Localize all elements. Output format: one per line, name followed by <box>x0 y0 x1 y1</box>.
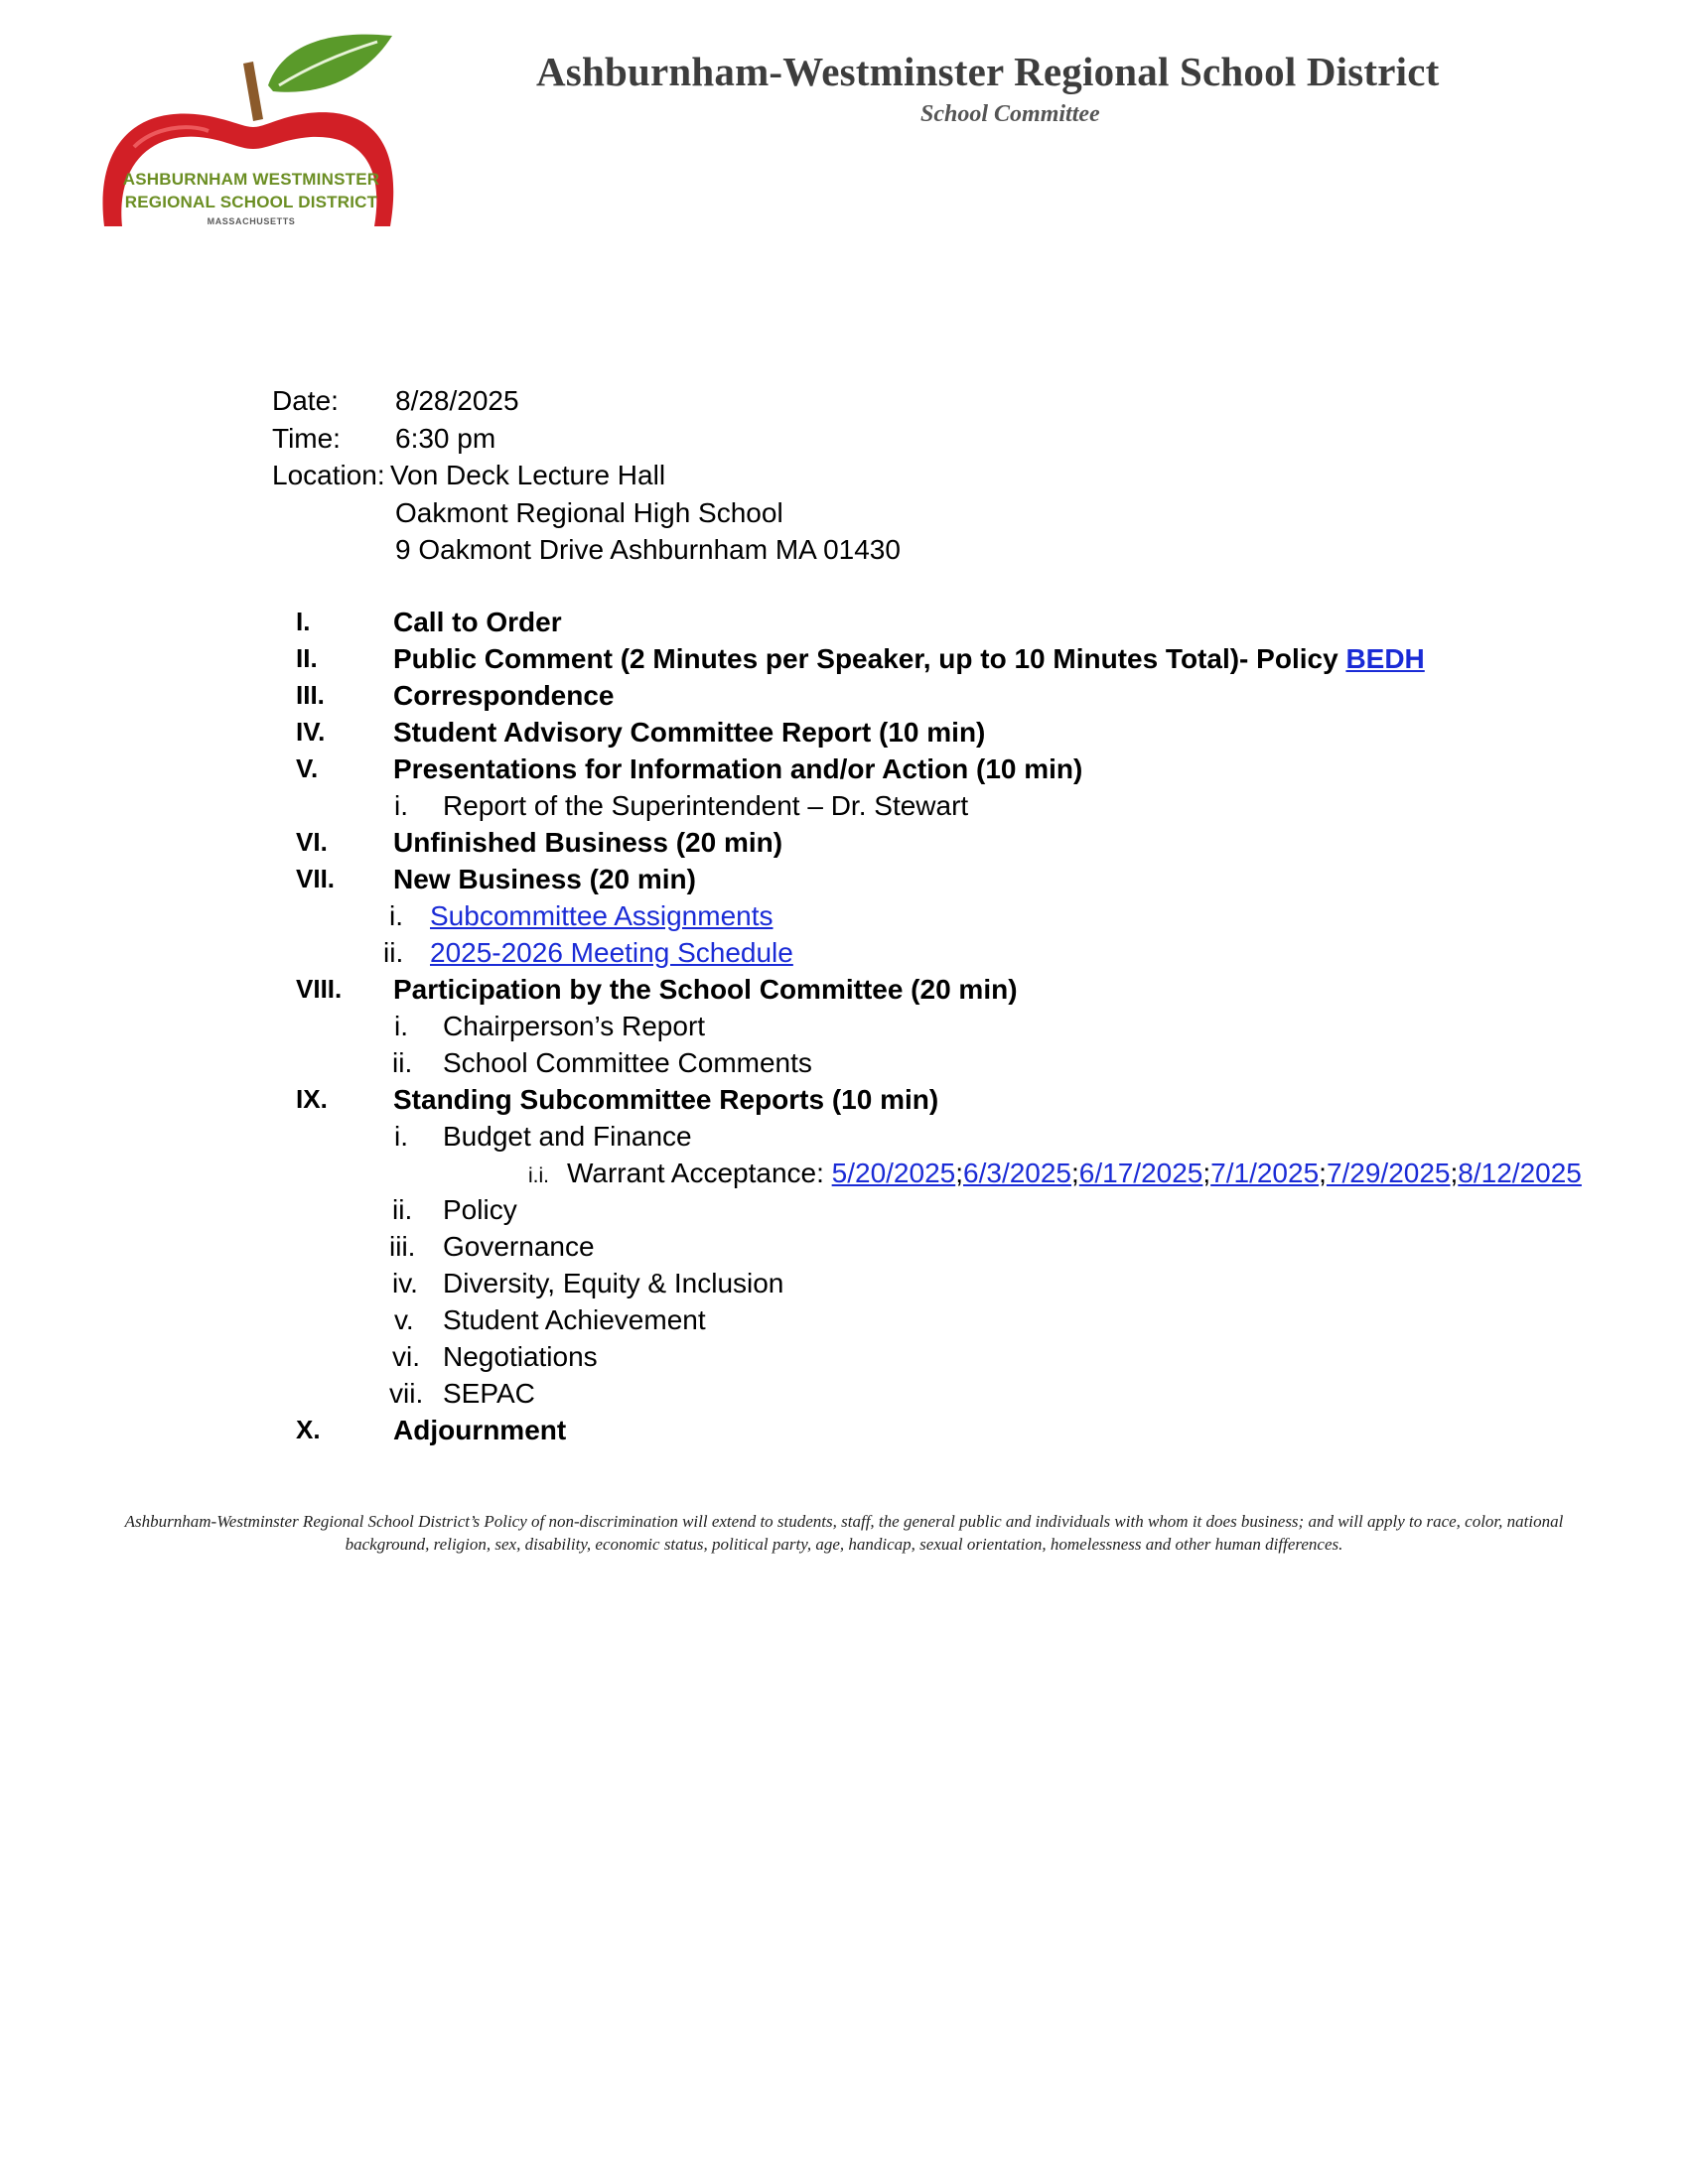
agenda-subitem-number: i.i. <box>528 1164 549 1187</box>
agenda-item-title <box>393 861 696 897</box>
agenda-subitem-text <box>443 1301 706 1338</box>
agenda-item-number: X. <box>296 1415 321 1444</box>
stem-icon <box>243 62 263 121</box>
agenda-item-title <box>393 604 562 640</box>
agenda-subitem-label: Report of the Superintendent – Dr. Stewart <box>443 790 969 821</box>
agenda-subitem-number: ii. <box>392 1047 413 1078</box>
agenda-item-title <box>393 714 985 751</box>
agenda-item-number: I. <box>296 607 311 636</box>
agenda-item-number: II. <box>296 643 318 673</box>
agenda-subitem-label: Budget and Finance <box>443 1121 692 1152</box>
link-separator: ; <box>1450 1158 1459 1188</box>
agenda-subitem-text <box>443 1191 517 1228</box>
agenda-item-title <box>393 640 1425 677</box>
location-line: Von Deck Lecture Hall <box>390 460 666 490</box>
agenda-subitem-number: ii. <box>383 937 404 968</box>
logo-text-line1: ASHBURNHAM WESTMINSTER <box>122 170 380 189</box>
agenda-item-number: IV. <box>296 717 326 747</box>
date-label: Date: <box>272 385 339 416</box>
agenda-item-title <box>393 751 1082 787</box>
agenda-item-title <box>393 971 1018 1008</box>
warrant-link[interactable]: 7/29/2025 <box>1326 1158 1451 1188</box>
agenda-subitem-label: SEPAC <box>443 1378 535 1409</box>
agenda-subitem-number: i. <box>389 900 403 931</box>
warrant-link[interactable]: 6/17/2025 <box>1078 1158 1203 1188</box>
time-label: Time: <box>272 422 341 454</box>
agenda-subitem-number: i. <box>394 1121 408 1152</box>
link-separator: ; <box>1202 1158 1211 1188</box>
agenda-item-title-text: Adjournment <box>393 1415 567 1445</box>
agenda-subitem-label: Governance <box>443 1231 595 1262</box>
agenda-item-title <box>393 1412 566 1448</box>
agenda-item-number: III. <box>296 680 325 710</box>
date-value: 8/28/2025 <box>395 385 519 416</box>
agenda-subitem-text <box>443 1118 692 1155</box>
agenda-subitem-number: i. <box>394 790 408 821</box>
agenda-subitem-text <box>443 787 968 824</box>
footer-line: Ashburnham-Westminster Regional School District’s Policy of non-discrimination will extend to students, staff, the general public and individuals with whom it does business; and will apply to race, color, national <box>124 1512 1564 1531</box>
policy-link[interactable]: BEDH <box>1345 643 1425 674</box>
agenda-subitem-text <box>430 934 793 971</box>
agenda-item-number: VIII. <box>296 974 343 1004</box>
time-value: 6:30 pm <box>395 422 496 454</box>
agenda-item-title-text: Participation by the School Committee (20 min) <box>393 974 1018 1005</box>
warrant-link[interactable]: 6/3/2025 <box>963 1158 1072 1188</box>
agenda-subitem-label: School Committee Comments <box>443 1047 812 1078</box>
agenda-item-title-text: Call to Order <box>393 607 562 637</box>
agenda-item-title-text: Student Advisory Committee Report (10 min) <box>393 717 986 748</box>
agenda-item-number: V. <box>296 753 319 783</box>
logo-text-line3: MASSACHUSETTS <box>207 216 296 226</box>
warrant-link[interactable]: 5/20/2025 <box>831 1158 956 1188</box>
nondiscrimination-footer <box>0 1510 1688 1556</box>
new-business-link[interactable]: 2025-2026 Meeting Schedule <box>430 937 793 968</box>
agenda-subitem-number: iv. <box>392 1268 418 1298</box>
agenda-subitem-label: Warrant Acceptance: <box>567 1158 832 1188</box>
footer-line: background, religion, sex, disability, economic status, political party, age, handicap, sexual orientation, homelessness and other human differences. <box>345 1535 1343 1554</box>
district-logo <box>94 28 402 236</box>
agenda-subitem-text <box>443 1228 595 1265</box>
agenda-subitem-number: i. <box>394 1011 408 1041</box>
agenda-subitem-text <box>443 1375 535 1412</box>
agenda-subitem-text <box>443 1265 783 1301</box>
agenda-subitem-number: vi. <box>392 1341 420 1372</box>
agenda-subitem-label: Diversity, Equity & Inclusion <box>443 1268 784 1298</box>
agenda-subitem-label: Student Achievement <box>443 1304 706 1335</box>
agenda-subitem-label: Negotiations <box>443 1341 598 1372</box>
logo-text-line2: REGIONAL SCHOOL DISTRICT <box>124 193 378 211</box>
agenda-item-title-text: Unfinished Business (20 min) <box>393 827 783 858</box>
new-business-link[interactable]: Subcommittee Assignments <box>430 900 774 931</box>
location-line: Oakmont Regional High School <box>395 496 783 528</box>
warrant-link[interactable]: 8/12/2025 <box>1458 1158 1582 1188</box>
link-separator: ; <box>1319 1158 1327 1188</box>
agenda-subitem-number: iii. <box>389 1231 416 1262</box>
agenda-subitem-label: Policy <box>443 1194 517 1225</box>
agenda-item-title-text: Correspondence <box>393 680 615 711</box>
agenda-item-title <box>393 824 782 861</box>
agenda-item-title-text: New Business (20 min) <box>393 864 696 894</box>
district-title: Ashburnham-Westminster Regional School District <box>536 49 1440 94</box>
agenda-subitem-number: vii. <box>389 1378 424 1409</box>
committee-subtitle: School Committee <box>920 101 1100 127</box>
agenda-item-title-text: Public Comment (2 Minutes per Speaker, up to 10 Minutes Total)- Policy <box>393 643 1346 674</box>
agenda-subitem-number: v. <box>394 1304 414 1335</box>
warrant-link[interactable]: 7/1/2025 <box>1210 1158 1320 1188</box>
agenda-item-title-text: Presentations for Information and/or Action (10 min) <box>393 753 1083 784</box>
agenda-subitem-text <box>430 897 774 934</box>
agenda-item-title <box>393 677 615 714</box>
location-line: 9 Oakmont Drive Ashburnham MA 01430 <box>395 534 901 565</box>
link-separator: ; <box>1071 1158 1079 1188</box>
agenda-subitem-number: ii. <box>392 1194 413 1225</box>
agenda-item-number: VI. <box>296 827 328 857</box>
agenda-subitem-text <box>443 1044 812 1081</box>
agenda-subitem-text <box>443 1008 705 1044</box>
agenda-item-title <box>393 1081 938 1118</box>
agenda-subitem-text <box>567 1155 1582 1191</box>
agenda-item-number: IX. <box>296 1084 328 1114</box>
location-label: Location: <box>272 460 385 490</box>
agenda-item-title-text: Standing Subcommittee Reports (10 min) <box>393 1084 939 1115</box>
agenda-subitem-text <box>443 1338 598 1375</box>
agenda-subitem-label: Chairperson’s Report <box>443 1011 706 1041</box>
agenda-item-number: VII. <box>296 864 336 893</box>
link-separator: ; <box>955 1158 964 1188</box>
